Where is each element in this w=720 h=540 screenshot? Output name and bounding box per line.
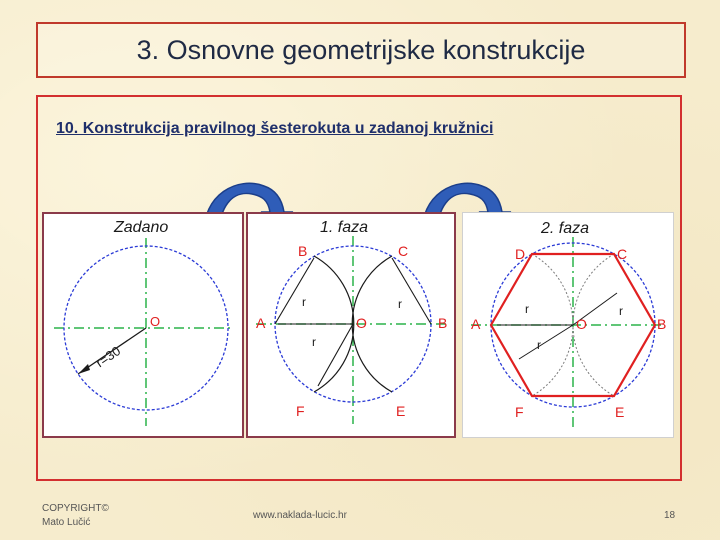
radius-line	[392, 258, 431, 324]
point-label-a: A	[471, 316, 481, 332]
page-number: 18	[664, 510, 676, 521]
radius-label: r	[398, 297, 402, 311]
point-label-a: A	[256, 315, 266, 331]
point-label-f: F	[296, 403, 305, 419]
given-title: Zadano	[114, 219, 169, 236]
point-label-o: O	[576, 316, 587, 332]
radius-label: r=30	[92, 343, 124, 371]
title-box	[36, 22, 686, 78]
point-label-b-top: B	[298, 243, 308, 259]
given-panel	[42, 212, 244, 438]
point-label-c: C	[398, 243, 409, 259]
copyright-line: COPYRIGHT©	[42, 503, 109, 514]
phase1-title: 1. faza	[320, 219, 369, 236]
radius-line	[275, 258, 314, 324]
point-label-o: O	[356, 315, 367, 331]
phase1-panel	[246, 212, 456, 438]
point-label-e: E	[396, 403, 406, 419]
radius-label: r	[312, 335, 316, 349]
radius-label: r	[302, 295, 306, 309]
author-name: Mato Lučić	[42, 517, 91, 528]
arrowhead-icon	[78, 364, 90, 374]
radius-line	[519, 325, 573, 359]
point-label-e: E	[615, 404, 625, 420]
radius-label: r	[537, 338, 541, 352]
point-label-b: B	[657, 316, 667, 332]
website-link[interactable]: www.naklada-lucic.hr	[253, 510, 347, 521]
center-label: O	[150, 314, 161, 329]
radius-label: r	[525, 302, 529, 316]
phase2-title: 2. faza	[541, 220, 590, 237]
point-label-b: B	[438, 315, 448, 331]
phase2-panel	[462, 212, 674, 438]
radius-label: r	[619, 304, 623, 318]
point-label-d: D	[515, 246, 526, 262]
slide-subtitle: 10. Konstrukcija pravilnog šesterokuta u zadanoj kružnici	[56, 120, 494, 137]
slide-title: 3. Osnovne geometrijske konstrukcije	[136, 34, 586, 65]
copyright	[42, 502, 109, 530]
point-label-f: F	[515, 404, 524, 420]
point-label-c: C	[617, 246, 628, 262]
